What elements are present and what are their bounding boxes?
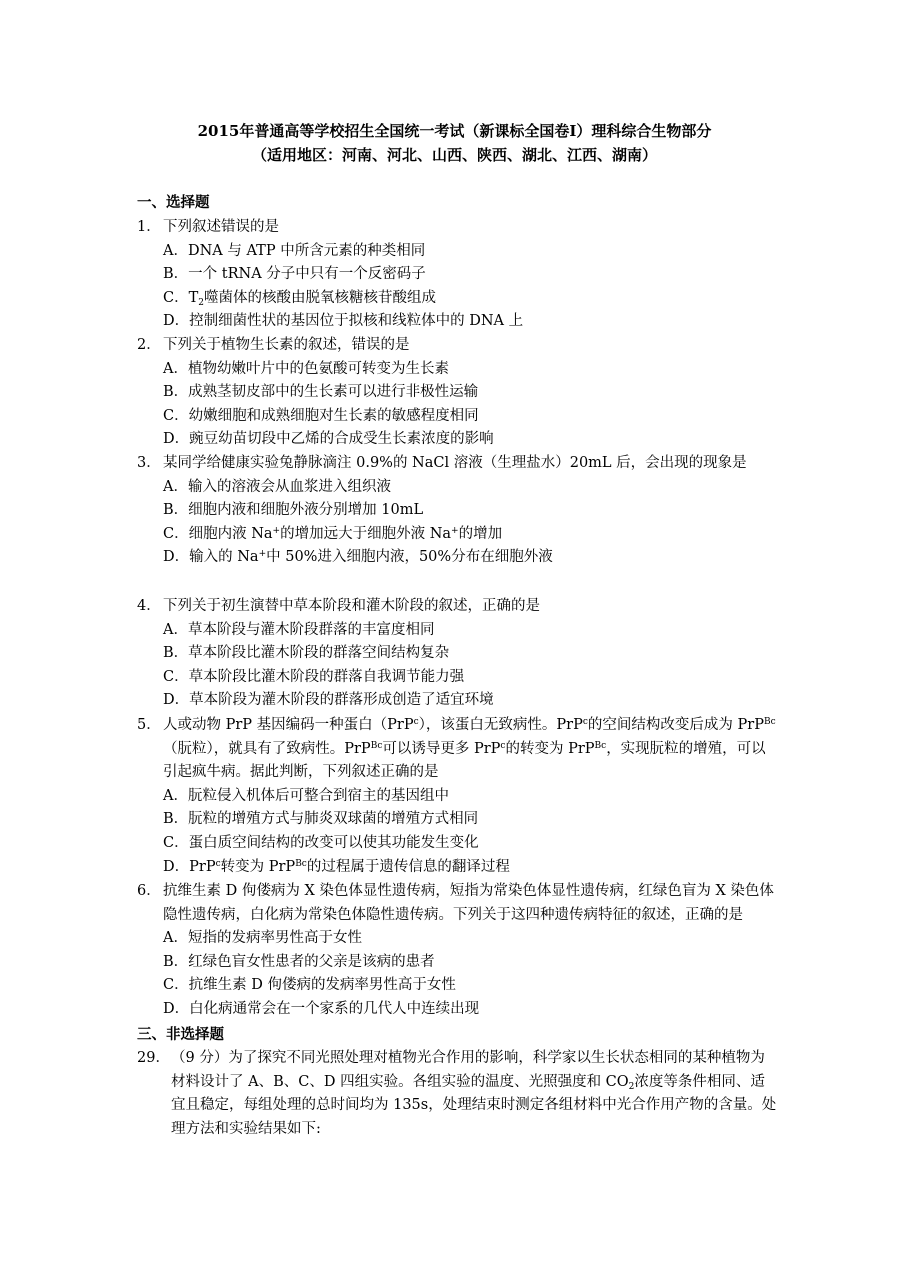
option-text: 的过程属于遗传信息的翻译过程: [306, 858, 510, 875]
question-stem: [137, 1047, 777, 1141]
stem-text: 浓度等条件相同、适宜且稳定，每组处理的总时间均为 135s，处理结束时测定各组材料中光合作用产物的含量。处理方法和实验结果如下:: [171, 1073, 777, 1137]
question-3: [137, 452, 777, 570]
option-a: A．草本阶段与灌木阶段群落的丰富度相同: [163, 621, 435, 638]
stem-text: ），该蛋白无致病性。PrP: [418, 717, 583, 733]
option-d: [137, 856, 777, 880]
superscript: Bc: [370, 740, 383, 751]
question-number: 4．: [137, 598, 161, 614]
superscript: c: [215, 858, 221, 869]
option-c: C．蛋白质空间结构的改变可以使其功能发生变化: [163, 834, 479, 851]
superscript: Bc: [594, 740, 607, 751]
page-subtitle: （适用地区：河南、河北、山西、陕西、湖北、江西、湖南）: [251, 146, 657, 164]
option-b: B．成熟茎韧皮部中的生长素可以进行非极性运输: [163, 384, 479, 401]
question-2: [137, 334, 777, 452]
option-c: C．抗维生素 D 佝偻病的发病率男性高于女性: [163, 977, 456, 994]
option-b: B．红绿色盲女性患者的父亲是该病的患者: [163, 953, 435, 970]
superscript: Bc: [763, 717, 776, 727]
superscript: Bc: [295, 858, 307, 869]
question-stem: [137, 452, 777, 476]
stem-text: 下列关于植物生长素的叙述，错误的是: [163, 337, 410, 353]
stem-text: 人或动物 PrP 基因编码一种蛋白（PrP: [163, 717, 414, 733]
question-stem: [137, 714, 777, 785]
question-number: 1．: [137, 219, 161, 235]
question-stem: [137, 880, 777, 927]
option-text: D．输入的 Na: [163, 549, 259, 566]
stem-text: ，实现朊粒的增殖，可以引起疯牛病。据此判断，下列叙述正确的是: [163, 740, 766, 781]
option-d: D．豌豆幼苗切段中乙烯的合成受生长素浓度的影响: [163, 431, 494, 448]
option-b: B．草本阶段比灌木阶段的群落空间结构复杂: [163, 645, 450, 662]
option-c: [137, 287, 777, 311]
option-c: C．草本阶段比灌木阶段的群落自我调节能力强: [163, 668, 465, 685]
option-text: 噬菌体的核酸由脱氧核糖核苷酸组成: [204, 289, 437, 306]
option-b: B．一个 tRNA 分子中只有一个反密码子: [163, 266, 426, 283]
superscript: +: [272, 525, 281, 536]
question-1: [137, 216, 777, 334]
question-number: 3．: [137, 455, 161, 471]
question-stem: [137, 334, 777, 358]
option-b: B．细胞内液和细胞外液分别增加 10mL: [163, 502, 424, 519]
option-text: 的增加远大于细胞外液 Na: [280, 525, 452, 542]
superscript: +: [258, 549, 267, 560]
option-a: A．输入的溶液会从血浆进入组织液: [163, 478, 391, 495]
question-number: 29．: [137, 1050, 170, 1066]
option-d: D．草本阶段为灌木阶段的群落形成创造了适宜环境: [163, 692, 494, 709]
page-title: 2015年普通高等学校招生全国统一考试（新课标全国卷Ⅰ）理科综合生物部分: [197, 122, 712, 140]
option-text: C．细胞内液 Na: [163, 525, 273, 542]
subscript: 2: [198, 297, 205, 308]
question-stem: [137, 595, 777, 619]
option-d: [137, 546, 777, 570]
stem-text: 抗维生素 D 佝偻病为 X 染色体显性遗传病，短指为常染色体显性遗传病，红绿色盲为 X 染色体隐性遗传病，白化病为常染色体隐性遗传病。下列关于这四种遗传病特征的叙述，正确的是: [163, 883, 774, 923]
option-text: C．T: [163, 289, 199, 306]
option-a: A．短指的发病率男性高于女性: [163, 930, 362, 947]
option-text: 的增加: [458, 525, 503, 542]
stem-text: （朊粒），就具有了致病性。PrP: [163, 740, 371, 757]
option-text: 转变为 PrP: [220, 858, 296, 875]
section-heading-nonchoice: 三、非选择题: [137, 1026, 224, 1043]
question-5: [137, 714, 777, 879]
question-6: [137, 880, 777, 1022]
question-number: 2．: [137, 337, 161, 353]
option-text: 中 50%进入细胞内液，50%分布在细胞外液: [266, 549, 553, 566]
option-d: D．控制细菌性状的基因位于拟核和线粒体中的 DNA 上: [163, 313, 524, 330]
option-b: B．朊粒的增殖方式与肺炎双球菌的增殖方式相同: [163, 811, 479, 828]
question-29: [137, 1047, 777, 1141]
stem-text: 可以诱导更多 PrP: [382, 740, 501, 757]
stem-text: 的空间结构改变后成为 PrP: [587, 717, 764, 733]
subscript: 2: [628, 1081, 635, 1092]
superscript: c: [413, 717, 419, 727]
question-4: [137, 595, 777, 713]
stem-text: 的转变为 PrP: [505, 740, 595, 757]
option-a: A．DNA 与 ATP 中所含元素的种类相同: [163, 242, 426, 259]
option-c: C．幼嫩细胞和成熟细胞对生长素的敏感程度相同: [163, 407, 479, 424]
superscript: +: [451, 525, 459, 536]
option-text: D．PrP: [163, 858, 216, 875]
superscript: c: [500, 740, 506, 751]
section-heading-choice: 一、选择题: [137, 194, 210, 211]
question-stem: [137, 216, 777, 240]
stem-text: （9 分）为了探究不同光照处理对植物光合作用的影响，科学家以生长状态相同的某种植物为材料设计了 A、B、C、D 四组实验。各组实验的温度、光照强度和 CO: [171, 1050, 765, 1090]
option-a: A．朊粒侵入机体后可整合到宿主的基因组中: [163, 787, 449, 804]
question-number: 5．: [137, 717, 161, 733]
stem-text: 下列叙述错误的是: [163, 219, 279, 235]
question-number: 6．: [137, 883, 161, 899]
stem-text: 某同学给健康实验兔静脉滴注 0.9%的 NaCl 溶液（生理盐水）20mL 后，会出现的现象是: [163, 455, 747, 471]
stem-text: 下列关于初生演替中草本阶段和灌木阶段的叙述，正确的是: [163, 598, 540, 614]
option-c: [137, 523, 777, 547]
superscript: c: [582, 717, 588, 727]
option-a: A．植物幼嫩叶片中的色氨酸可转变为生长素: [163, 360, 449, 377]
option-d: D．白化病通常会在一个家系的几代人中连续出现: [163, 1000, 480, 1017]
